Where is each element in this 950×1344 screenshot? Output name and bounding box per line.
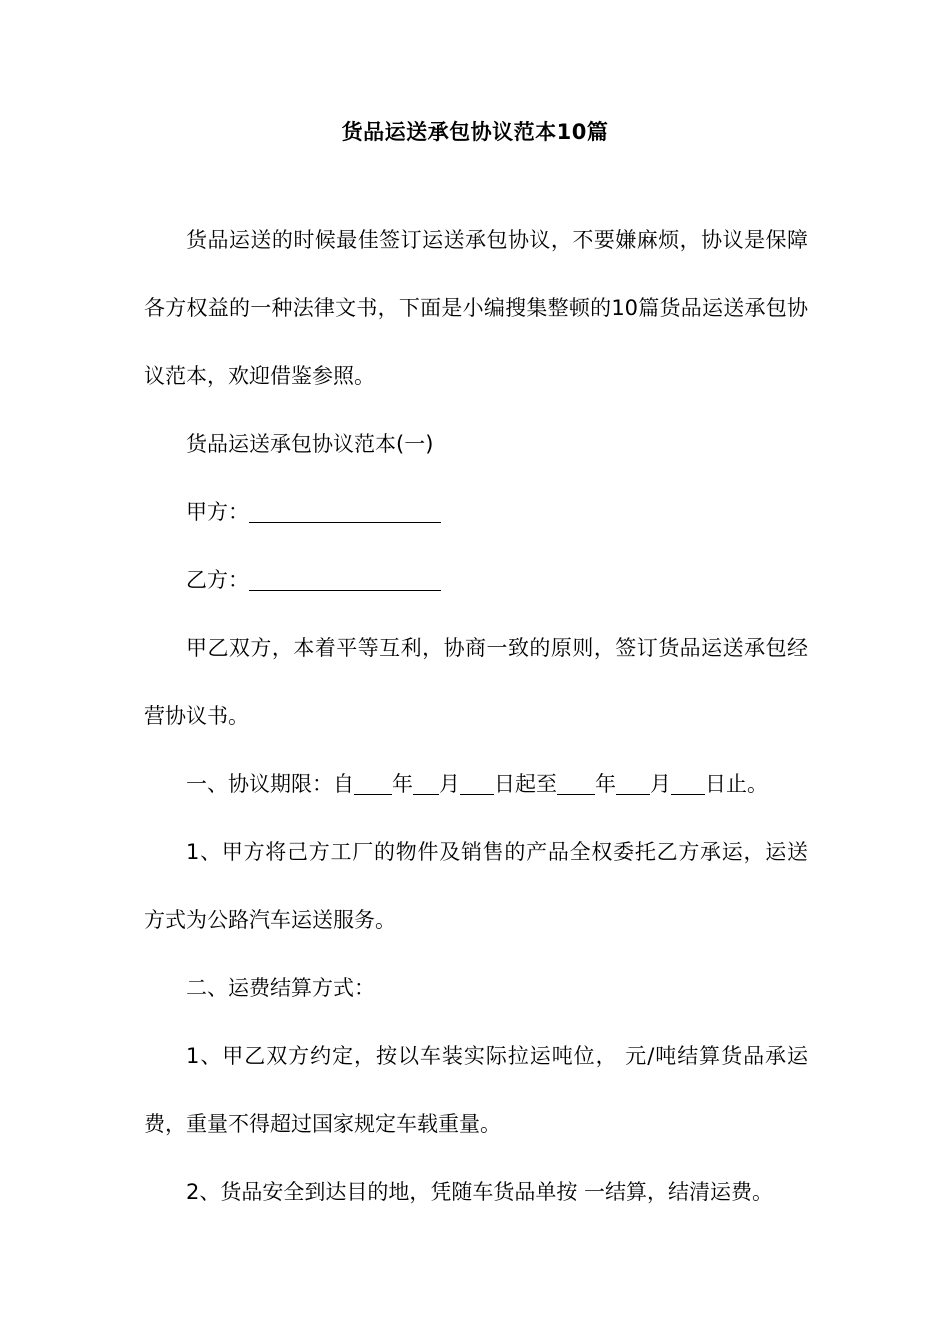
start-day-blank xyxy=(460,772,494,795)
preamble-paragraph: 甲乙双方，本着平等互利，协商一致的原则，签订货品运送承包经营协议书。 xyxy=(144,636,808,728)
clause-2-1: 1、甲乙双方约定，按以车装实际拉运吨位， 元/吨结算货品承运费，重量不得超过国家规定车载重量。 xyxy=(144,1044,808,1136)
party-b-blank xyxy=(249,568,441,591)
intro-paragraph: 货品运送的时候最佳签订运送承包协议，不要嫌麻烦，协议是保障各方权益的一种法律文书，下面是小编搜集整顿的10篇货品运送承包协议范本，欢迎借鉴参照。 xyxy=(144,228,808,388)
party-a-line xyxy=(144,478,808,546)
end-month-unit: 月 xyxy=(650,772,671,796)
start-month-unit: 月 xyxy=(439,772,460,796)
party-b-label: 乙方： xyxy=(186,568,249,592)
term-end-text: 日止。 xyxy=(705,772,768,796)
term-from-text: 日起至 xyxy=(494,772,557,796)
start-year-blank xyxy=(354,772,392,795)
party-a-label: 甲方： xyxy=(186,500,249,524)
section-heading-agreement-1: 货品运送承包协议范本(一) xyxy=(186,432,434,456)
term-label: 一、协议期限：自 xyxy=(186,772,354,796)
party-a-blank xyxy=(249,500,441,523)
party-b-line xyxy=(144,546,808,614)
end-year-unit: 年 xyxy=(595,772,616,796)
clause-1-1: 1、甲方将己方工厂的物件及销售的产品全权委托乙方承运，运送方式为公路汽车运送服务。 xyxy=(144,840,808,932)
document-title: 货品运送承包协议范本10篇 xyxy=(341,120,609,144)
document-body xyxy=(144,206,808,1226)
term-line xyxy=(144,750,808,818)
end-year-blank xyxy=(557,772,595,795)
start-month-blank xyxy=(413,772,439,795)
section-2-heading: 二、运费结算方式： xyxy=(186,976,375,1000)
start-year-unit: 年 xyxy=(392,772,413,796)
clause-2-2: 2、货品安全到达目的地，凭随车货品单按 一结算，结清运费。 xyxy=(186,1180,774,1204)
end-day-blank xyxy=(671,772,705,795)
end-month-blank xyxy=(616,772,650,795)
